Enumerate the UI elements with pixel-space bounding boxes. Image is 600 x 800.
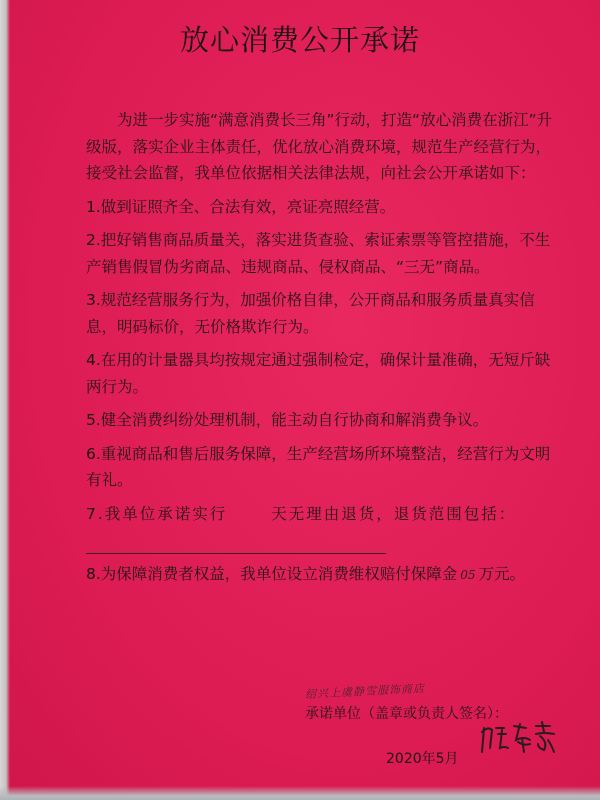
item8-text-start: 8.为保障消费者权益，我单位设立消费维权赔付保障金 bbox=[86, 564, 458, 583]
return-days-blank bbox=[227, 518, 271, 519]
signature-label: 承诺单位（盖章或负责人签名）： bbox=[305, 706, 508, 722]
intro-paragraph: 为进一步实施“满意消费长三角”行动，打造“放心消费在浙江”升级版，落实企业主体责任，优化放心消费环境，规范生产经营行为，接受社会监督，我单位依据相关法律法规，向社会公开承诺如下： bbox=[86, 111, 553, 182]
deposit-amount: 05 bbox=[460, 567, 476, 582]
document-title: 放心消费公开承诺 bbox=[179, 23, 420, 57]
pledge-item-4: 4.在用的计量器具均按规定通过强制检定，确保计量准确，无短斤缺两行为。 bbox=[86, 351, 551, 396]
pledge-item-2: 2.把好销售商品质量关，落实进货查验、索证索票等管控措施，不生产销售假冒伪劣商品、违规商品、侵权商品、“三无”商品。 bbox=[86, 231, 551, 276]
paper-left-edge bbox=[0, 0, 10, 800]
pledge-item-7 bbox=[86, 501, 556, 554]
item7-text-end: 天无理由退货，退货范围包括： bbox=[271, 504, 517, 523]
pledge-item-5: 5.健全消费纠纷处理机制，能主动自行协商和解消费争议。 bbox=[86, 411, 489, 429]
paper-bottom-edge bbox=[0, 786, 600, 800]
return-scope-blank bbox=[86, 537, 386, 554]
document-body bbox=[86, 107, 556, 595]
pledge-item-6: 6.重视商品和售后服务保障，生产经营场所环境整洁，经营行为文明有礼。 bbox=[86, 444, 551, 489]
item7-text-start: 7.我单位承诺实行 bbox=[86, 504, 228, 523]
pledge-item-1: 1.做到证照齐全、合法有效，亮证亮照经营。 bbox=[86, 197, 396, 216]
signature-scribble bbox=[478, 718, 560, 758]
handwritten-shop-name: 绍兴上虞静雪服饰商店 bbox=[304, 681, 426, 702]
handwritten-signature bbox=[478, 718, 560, 762]
pledge-item-3: 3.规范经营服务行为，加强价格自律，公开商品和服务质量真实信息，明码标价，无价格欺诈行为。 bbox=[86, 291, 535, 336]
signing-date: 2020年5月 bbox=[386, 751, 459, 767]
pledge-item-8 bbox=[86, 561, 556, 589]
item8-text-end: 万元。 bbox=[478, 564, 526, 583]
